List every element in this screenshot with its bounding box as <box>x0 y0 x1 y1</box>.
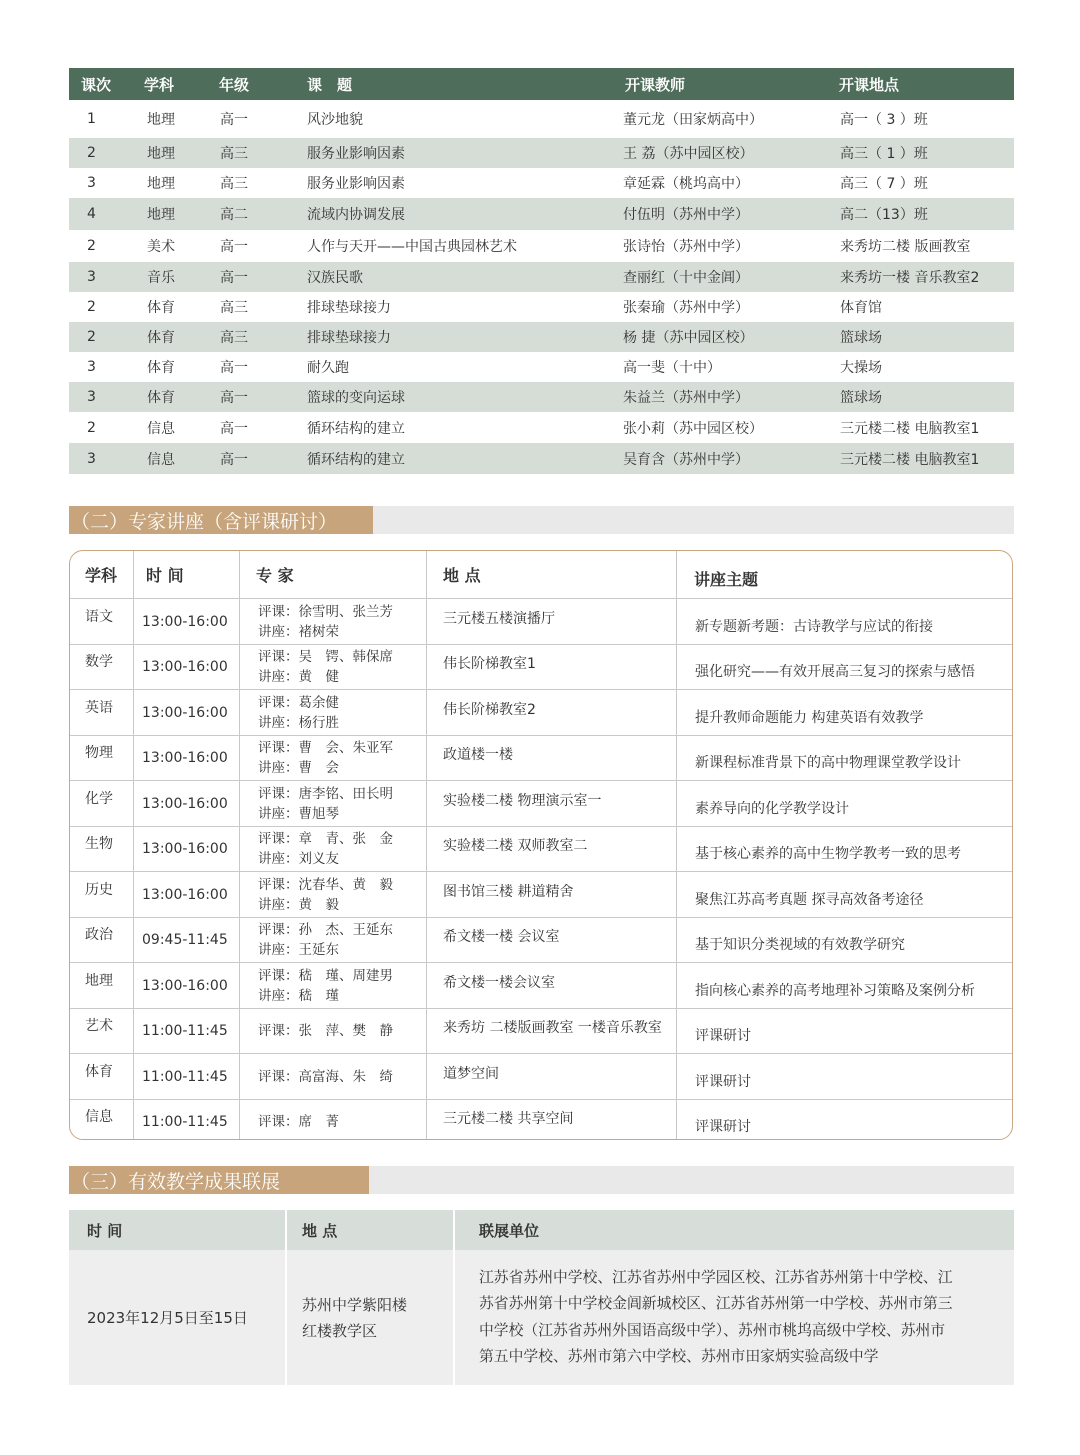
cell-location: 伟长阶梯教室2 <box>443 701 536 718</box>
expert-line: 评课：章 青、张 金 <box>258 831 393 848</box>
header-theme: 讲座主题 <box>694 570 759 589</box>
cell-location: 希文楼一楼会议室 <box>443 974 555 991</box>
cell-time: 11:00-11:45 <box>142 1068 228 1085</box>
cell-subject: 体育 <box>147 390 175 406</box>
cell-lesson: 3 <box>87 450 96 467</box>
cell-time: 13:00-16:00 <box>142 613 228 630</box>
cell-teacher: 张秦瑜（苏州中学） <box>623 300 749 316</box>
units-line: 中学校（江苏省苏州外国语高级中学）、苏州市桃坞高级中学校、苏州市 <box>479 1321 946 1339</box>
table-row <box>70 1053 1012 1100</box>
cell-grade: 高三 <box>220 300 248 316</box>
cell-location: 希文楼一楼 会议室 <box>443 929 560 946</box>
table-row <box>70 1099 1012 1141</box>
cell-expert <box>258 1054 393 1100</box>
cell-location: 政道楼一楼 <box>443 747 513 764</box>
cell-lesson: 2 <box>87 238 96 254</box>
cell-theme: 提升教师命题能力 构建英语有效教学 <box>695 709 924 726</box>
cell-classroom: 三元楼二楼 电脑教室1 <box>840 420 980 437</box>
header-time: 时 间 <box>146 566 184 585</box>
cell-topic: 服务业影响因素 <box>307 146 405 162</box>
cell-time: 13:00-16:00 <box>142 977 228 994</box>
exhibition-table-header <box>69 1210 1014 1250</box>
expert-line: 评课：唐李铭、田长明 <box>258 785 393 802</box>
cell-subject: 美术 <box>147 239 175 255</box>
cell-grade: 高一 <box>220 390 248 406</box>
exhibition-place <box>302 1250 407 1385</box>
cell-theme: 评课研讨 <box>695 1119 751 1136</box>
table-row <box>69 168 1014 198</box>
cell-topic: 人作与天开——中国古典园林艺术 <box>307 239 517 255</box>
cell-classroom: 来秀坊一楼 音乐教室2 <box>840 270 980 286</box>
cell-classroom: 高三（ 1 ）班 <box>840 146 928 162</box>
expert-line: 评课：沈春华、黄 毅 <box>258 876 393 893</box>
header-subject: 学科 <box>85 566 118 585</box>
cell-topic: 篮球的变向运球 <box>307 390 405 406</box>
header-topic: 课 题 <box>307 75 353 94</box>
table-row <box>69 382 1014 412</box>
cell-subject: 物理 <box>85 745 113 762</box>
course-table-body <box>69 100 1014 474</box>
cell-theme: 素养导向的化学教学设计 <box>695 800 849 817</box>
cell-location: 实验楼二楼 双师教室二 <box>443 838 588 855</box>
table-row <box>70 780 1012 827</box>
cell-topic: 流域内协调发展 <box>307 207 405 223</box>
cell-location: 伟长阶梯教室1 <box>443 656 536 673</box>
cell-location: 来秀坊 二楼版画教室 一楼音乐教室 <box>443 1020 662 1037</box>
expert-line: 评课：徐雪明、张兰芳 <box>258 603 393 620</box>
cell-grade: 高一 <box>220 112 248 128</box>
cell-subject: 语文 <box>85 608 113 625</box>
units-line: 第五中学校、苏州市第六中学校、苏州市田家炳实验高级中学 <box>479 1348 879 1365</box>
cell-location: 道梦空间 <box>443 1065 499 1082</box>
cell-subject: 信息 <box>85 1109 113 1126</box>
cell-grade: 高一 <box>220 239 248 255</box>
cell-theme: 评课研讨 <box>695 1028 751 1045</box>
section-title: （三）有效教学成果联展 <box>69 1166 369 1194</box>
units-line: 苏省苏州第十中学校金阊新城校区、江苏省苏州第一中学校、苏州市第三 <box>479 1295 953 1312</box>
cell-topic: 循环结构的建立 <box>307 420 405 437</box>
cell-teacher: 吴育含（苏州中学） <box>623 451 749 468</box>
section-title: （二）专家讲座（含评课研讨） <box>69 506 373 534</box>
header-lesson: 课次 <box>81 75 112 94</box>
cell-location: 实验楼二楼 物理演示室一 <box>443 792 602 809</box>
table-row <box>69 292 1014 322</box>
exhibition-date: 2023年12月5日至15日 <box>87 1309 248 1327</box>
place-line: 苏州中学紫阳楼 <box>302 1295 408 1314</box>
cell-topic: 风沙地貌 <box>307 112 363 128</box>
cell-grade: 高一 <box>220 270 248 286</box>
cell-subject: 体育 <box>147 360 175 376</box>
cell-lesson: 3 <box>87 175 96 191</box>
cell-topic: 排球垫球接力 <box>307 330 391 346</box>
exhibition-table-body <box>69 1250 1014 1385</box>
cell-classroom: 篮球场 <box>840 330 882 346</box>
cell-teacher: 付伍明（苏州中学） <box>623 207 749 223</box>
cell-location: 图书馆三楼 耕道精舍 <box>443 883 574 900</box>
header-classroom: 开课地点 <box>839 75 900 94</box>
table-row <box>69 138 1014 168</box>
cell-grade: 高一 <box>220 451 248 468</box>
cell-subject: 体育 <box>147 300 175 316</box>
table-row <box>70 644 1012 691</box>
expert-line: 评课：张 萍、樊 静 <box>258 1023 393 1040</box>
cell-subject: 地理 <box>147 146 175 162</box>
cell-teacher: 朱益兰（苏州中学） <box>623 390 749 406</box>
cell-lesson: 4 <box>87 206 96 222</box>
place-line: 红楼教学区 <box>302 1321 378 1340</box>
header-units: 联展单位 <box>479 1221 540 1240</box>
cell-subject: 数学 <box>85 654 113 671</box>
expert-line: 讲座：黄 毅 <box>258 896 339 913</box>
cell-theme: 评课研讨 <box>695 1073 751 1090</box>
cell-teacher: 杨 捷（苏中园区校） <box>623 330 754 346</box>
cell-classroom: 三元楼二楼 电脑教室1 <box>840 451 980 468</box>
cell-theme: 基于核心素养的高中生物学教考一致的思考 <box>695 846 961 863</box>
table-row <box>69 230 1014 262</box>
cell-subject: 地理 <box>85 972 113 989</box>
table-row <box>69 262 1014 292</box>
column-divider <box>133 551 134 1139</box>
cell-theme: 基于知识分类视域的有效教学研究 <box>695 937 905 954</box>
header-place: 地 点 <box>302 1221 338 1240</box>
header-grade: 年级 <box>219 75 250 94</box>
cell-time: 11:00-11:45 <box>142 1023 228 1040</box>
expert-line: 讲座：褚树荣 <box>258 623 339 640</box>
exhibition-units <box>479 1250 953 1385</box>
cell-subject: 信息 <box>147 420 175 437</box>
expert-line: 评课：吴 锷、韩保席 <box>258 649 393 666</box>
cell-topic: 循环结构的建立 <box>307 451 405 468</box>
cell-subject: 艺术 <box>85 1018 113 1035</box>
table-row <box>70 735 1012 782</box>
expert-line: 评课：葛余健 <box>258 694 339 711</box>
table-row <box>69 412 1014 443</box>
cell-subject: 地理 <box>147 112 175 128</box>
cell-teacher: 王 荔（苏中园区校） <box>623 146 754 162</box>
table-row <box>70 962 1012 1009</box>
cell-theme: 指向核心素养的高考地理补习策略及案例分析 <box>695 982 975 999</box>
cell-expert <box>258 963 393 1009</box>
cell-expert <box>258 781 393 827</box>
cell-lesson: 2 <box>87 145 96 161</box>
expert-line: 讲座：曹旭琴 <box>258 805 339 822</box>
cell-grade: 高三 <box>220 330 248 346</box>
table-row <box>70 598 1012 645</box>
cell-teacher: 章延霖（桃坞高中） <box>623 176 749 192</box>
cell-grade: 高一 <box>220 360 248 376</box>
cell-classroom: 体育馆 <box>840 300 882 316</box>
cell-teacher: 高一斐（十中） <box>623 360 721 376</box>
cell-subject: 体育 <box>147 330 175 346</box>
cell-subject: 政治 <box>85 927 113 944</box>
column-divider <box>426 551 427 1139</box>
expert-line: 评课：嵇 瑾、周建男 <box>258 967 393 984</box>
cell-topic: 汉族民歌 <box>307 270 363 286</box>
cell-classroom: 篮球场 <box>840 390 882 406</box>
cell-subject: 历史 <box>85 881 113 898</box>
cell-grade: 高一 <box>220 420 248 437</box>
cell-lesson: 2 <box>87 299 96 315</box>
table-row <box>70 871 1012 918</box>
cell-theme: 强化研究——有效开展高三复习的探索与感悟 <box>695 664 975 681</box>
column-divider <box>285 1210 287 1385</box>
expert-line: 评课：曹 会、朱亚军 <box>258 740 393 757</box>
expert-line: 评课：孙 杰、王延东 <box>258 922 393 939</box>
units-line: 江苏省苏州中学校、江苏省苏州中学园区校、江苏省苏州第十中学校、江 <box>479 1268 953 1286</box>
expert-line: 讲座：刘义友 <box>258 851 339 868</box>
header-subject: 学科 <box>144 75 175 94</box>
cell-time: 13:00-16:00 <box>142 704 228 721</box>
section-expert-lectures <box>69 506 1014 534</box>
cell-time: 11:00-11:45 <box>142 1114 228 1131</box>
cell-lesson: 2 <box>87 419 96 436</box>
cell-theme: 聚焦江苏高考真题 探寻高效备考途径 <box>695 891 924 908</box>
column-divider <box>239 551 240 1139</box>
lecture-table-header <box>70 551 1012 598</box>
table-row <box>70 917 1012 964</box>
cell-lesson: 3 <box>87 359 96 375</box>
expert-line: 讲座：曹 会 <box>258 760 339 777</box>
header-location: 地 点 <box>443 566 481 585</box>
expert-line: 评课：席 菁 <box>258 1114 339 1131</box>
cell-expert <box>258 1009 393 1055</box>
cell-expert <box>258 872 393 918</box>
table-row <box>70 1008 1012 1055</box>
cell-grade: 高三 <box>220 176 248 192</box>
header-expert: 专 家 <box>256 566 294 585</box>
cell-expert <box>258 1100 339 1141</box>
cell-subject: 体育 <box>85 1063 113 1080</box>
course-table <box>69 68 1014 474</box>
cell-theme: 新课程标准背景下的高中物理课堂教学设计 <box>695 755 961 772</box>
cell-classroom: 高二（13）班 <box>840 207 928 223</box>
cell-subject: 英语 <box>85 699 113 716</box>
lecture-table <box>69 550 1013 1140</box>
cell-teacher: 张小莉（苏中园区校） <box>623 420 763 437</box>
cell-subject: 音乐 <box>147 270 175 286</box>
cell-classroom: 高三（ 7 ）班 <box>840 176 928 192</box>
cell-grade: 高二 <box>220 207 248 223</box>
cell-theme: 新专题新考题：古诗教学与应试的衔接 <box>695 618 933 635</box>
cell-expert <box>258 918 393 964</box>
cell-subject: 地理 <box>147 176 175 192</box>
cell-time: 09:45-11:45 <box>142 932 228 949</box>
cell-location: 三元楼五楼演播厅 <box>443 610 555 627</box>
cell-time: 13:00-16:00 <box>142 750 228 767</box>
table-row <box>69 322 1014 352</box>
expert-line: 讲座：王延东 <box>258 942 339 959</box>
cell-classroom: 高一（ 3 ）班 <box>840 112 928 128</box>
cell-time: 13:00-16:00 <box>142 841 228 858</box>
cell-teacher: 董元龙（田家炳高中） <box>623 112 763 128</box>
cell-expert <box>258 736 393 782</box>
cell-subject: 生物 <box>85 836 113 853</box>
cell-time: 13:00-16:00 <box>142 659 228 676</box>
cell-grade: 高三 <box>220 146 248 162</box>
cell-subject: 化学 <box>85 790 113 807</box>
cell-topic: 耐久跑 <box>307 360 349 376</box>
exhibition-table <box>69 1210 1014 1385</box>
column-divider <box>453 1210 455 1385</box>
cell-lesson: 3 <box>87 389 96 405</box>
course-table-header <box>69 68 1014 100</box>
header-teacher: 开课教师 <box>625 75 686 94</box>
column-divider <box>676 551 677 1139</box>
cell-topic: 服务业影响因素 <box>307 176 405 192</box>
cell-time: 13:00-16:00 <box>142 795 228 812</box>
table-row <box>69 352 1014 382</box>
cell-expert <box>258 690 339 736</box>
cell-teacher: 张诗怡（苏州中学） <box>623 239 749 255</box>
cell-topic: 排球垫球接力 <box>307 300 391 316</box>
table-row <box>69 443 1014 474</box>
cell-classroom: 大操场 <box>840 360 882 376</box>
cell-expert <box>258 827 393 873</box>
table-row <box>70 689 1012 736</box>
cell-subject: 信息 <box>147 451 175 468</box>
expert-line: 讲座：杨行胜 <box>258 714 339 731</box>
expert-line: 讲座：黄 健 <box>258 669 339 686</box>
expert-line: 评课：高富海、朱 绮 <box>258 1068 393 1085</box>
cell-subject: 地理 <box>147 207 175 223</box>
cell-classroom: 来秀坊二楼 版画教室 <box>840 239 971 255</box>
cell-time: 13:00-16:00 <box>142 886 228 903</box>
expert-line: 讲座：嵇 瑾 <box>258 987 339 1004</box>
cell-teacher: 查丽红（十中金阊） <box>623 270 749 286</box>
cell-lesson: 3 <box>87 269 96 285</box>
table-row <box>70 826 1012 873</box>
cell-location: 三元楼二楼 共享空间 <box>443 1111 574 1128</box>
cell-lesson: 1 <box>87 111 96 127</box>
section-exhibition <box>69 1166 1014 1194</box>
cell-lesson: 2 <box>87 329 96 345</box>
table-row <box>69 198 1014 230</box>
cell-expert <box>258 645 393 691</box>
table-row <box>69 100 1014 138</box>
header-time: 时 间 <box>87 1221 123 1240</box>
cell-expert <box>258 599 393 645</box>
